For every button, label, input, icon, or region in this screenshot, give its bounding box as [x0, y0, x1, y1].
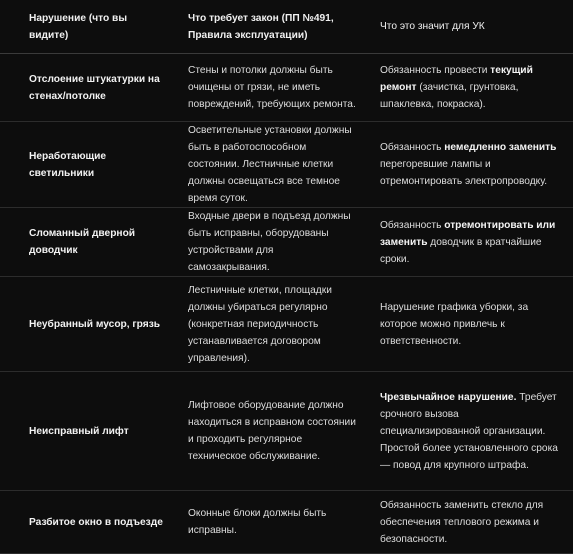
cell-meaning	[368, 54, 573, 122]
meaning-text: доводчик в кратчайшие сроки.	[380, 236, 542, 265]
cell-meaning	[368, 208, 573, 277]
header-law: Что требует закон (ПП №491, Правила эксплуатации)	[176, 0, 368, 54]
cell-meaning	[368, 372, 573, 491]
meaning-emphasis: отремонтировать или заменить	[380, 219, 556, 248]
meaning-text: Обязанность	[380, 219, 445, 231]
table-row	[0, 122, 573, 208]
cell-law: Лестничные клетки, площадки должны убираться регулярно (конкретная периодичность устанавливается договором управления).	[176, 277, 368, 372]
cell-meaning	[368, 122, 573, 208]
cell-issue: Отслоение штукатурки на стенах/потолке	[0, 54, 176, 122]
meaning-text: перегоревшие лампы и отремонтировать электропроводку.	[380, 159, 548, 187]
cell-meaning	[368, 491, 573, 554]
table-body	[0, 54, 573, 554]
header-row	[0, 0, 573, 54]
meaning-text: (зачистка, грунтовка, шпаклевка, покраска).	[380, 82, 519, 110]
cell-law: Осветительные установки должны быть в работоспособном состоянии. Лестничные клетки должны освещаться все темное время суток.	[176, 122, 368, 208]
header-meaning: Что это значит для УК	[368, 0, 573, 54]
header-issue: Нарушение (что вы видите)	[0, 0, 176, 54]
cell-law: Оконные блоки должны быть исправны.	[176, 491, 368, 554]
meaning-text: Обязанность провести	[380, 65, 491, 76]
meaning-emphasis: Чрезвычайное нарушение.	[380, 391, 517, 403]
meaning-text: Обязанность	[380, 142, 445, 153]
cell-issue: Неисправный лифт	[0, 372, 176, 491]
cell-issue: Неубранный мусор, грязь	[0, 277, 176, 372]
table-row	[0, 54, 573, 122]
meaning-emphasis: текущий ремонт	[380, 65, 533, 93]
meaning-emphasis: немедленно заменить	[444, 142, 557, 153]
cell-law: Стены и потолки должны быть очищены от грязи, не иметь повреждений, требующих ремонта.	[176, 54, 368, 122]
table-header	[0, 0, 573, 54]
cell-law: Лифтовое оборудование должно находиться в исправном состоянии и проходить регулярное техническое обслуживание.	[176, 372, 368, 491]
meaning-text: Обязанность заменить стекло для обеспечения теплового режима и безопасности.	[380, 499, 544, 545]
table-row	[0, 491, 573, 554]
cell-issue: Сломанный дверной доводчик	[0, 208, 176, 277]
cell-issue: Разбитое окно в подъезде	[0, 491, 176, 554]
table-row	[0, 372, 573, 491]
table-row	[0, 277, 573, 372]
cell-meaning	[368, 277, 573, 372]
cell-law: Входные двери в подъезд должны быть исправны, оборудованы устройствами для самозакрывания.	[176, 208, 368, 277]
meaning-text: Требует срочного вызова специализированной организации. Простой более установленного срока — повод для крупного штрафа.	[380, 391, 558, 471]
meaning-text: Нарушение графика уборки, за которое можно привлечь к ответственности.	[380, 301, 529, 347]
table-row	[0, 208, 573, 277]
cell-issue: Неработающие светильники	[0, 122, 176, 208]
